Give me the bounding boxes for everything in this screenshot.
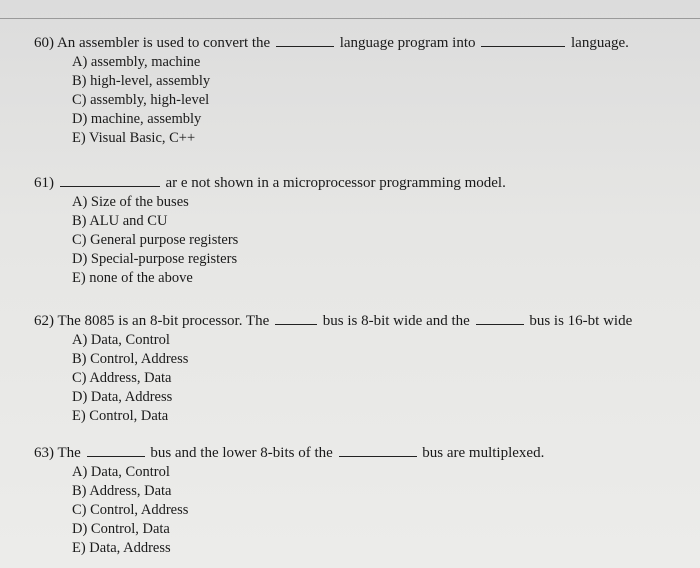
option-e: E) none of the above [72, 270, 193, 286]
page-edge-line [0, 18, 700, 19]
stem-text: The [57, 445, 81, 461]
option-e: E) Data, Address [72, 540, 171, 556]
stem-text: language program into [339, 35, 476, 51]
option-e: E) Control, Data [72, 408, 169, 424]
option-a: A) Data, Control [72, 464, 170, 480]
question-62 [34, 312, 684, 426]
question-61 [34, 174, 684, 288]
answer-blank [60, 174, 160, 187]
stem-text: bus and the lower 8-bits of the [150, 445, 333, 461]
option-b: B) Control, Address [72, 351, 189, 367]
option-b: B) high-level, assembly [72, 73, 211, 89]
answer-blank [339, 444, 417, 457]
question-number: 61) [34, 175, 54, 191]
question-number: 60) [34, 35, 54, 51]
question-number: 62) [34, 313, 54, 329]
option-list [72, 331, 684, 426]
question-stem [34, 312, 684, 330]
option-c: C) General purpose registers [72, 232, 239, 248]
option-b: B) ALU and CU [72, 213, 168, 229]
option-list [72, 53, 684, 148]
option-list [72, 193, 684, 288]
stem-text: ar e not shown in a microprocessor programming model. [165, 175, 506, 191]
answer-blank [275, 312, 317, 325]
stem-text: bus are multiplexed. [422, 445, 545, 461]
option-list [72, 463, 684, 558]
option-a: A) Size of the buses [72, 194, 189, 210]
answer-blank [87, 444, 145, 457]
question-63 [34, 444, 684, 558]
option-d: D) Special-purpose registers [72, 251, 238, 267]
stem-text: bus is 16-bt wide [529, 313, 633, 329]
answer-blank [481, 34, 565, 47]
option-a: A) Data, Control [72, 332, 170, 348]
stem-text: An assembler is used to convert the [56, 35, 271, 51]
question-60 [34, 34, 684, 148]
option-b: B) Address, Data [72, 483, 172, 499]
option-d: D) Data, Address [72, 389, 173, 405]
answer-blank [276, 34, 334, 47]
stem-text: bus is 8-bit wide and the [322, 313, 470, 329]
question-stem [34, 174, 684, 192]
option-d: D) Control, Data [72, 521, 170, 537]
question-number: 63) [34, 445, 54, 461]
question-stem [34, 34, 684, 52]
stem-text: language. [571, 35, 629, 51]
option-c: C) assembly, high-level [72, 92, 210, 108]
option-d: D) machine, assembly [72, 111, 202, 127]
answer-blank [476, 312, 524, 325]
option-c: C) Control, Address [72, 502, 189, 518]
stem-text: The 8085 is an 8-bit processor. The [57, 313, 270, 329]
option-c: C) Address, Data [72, 370, 172, 386]
option-a: A) assembly, machine [72, 54, 201, 70]
question-stem [34, 444, 684, 462]
option-e: E) Visual Basic, C++ [72, 130, 196, 146]
